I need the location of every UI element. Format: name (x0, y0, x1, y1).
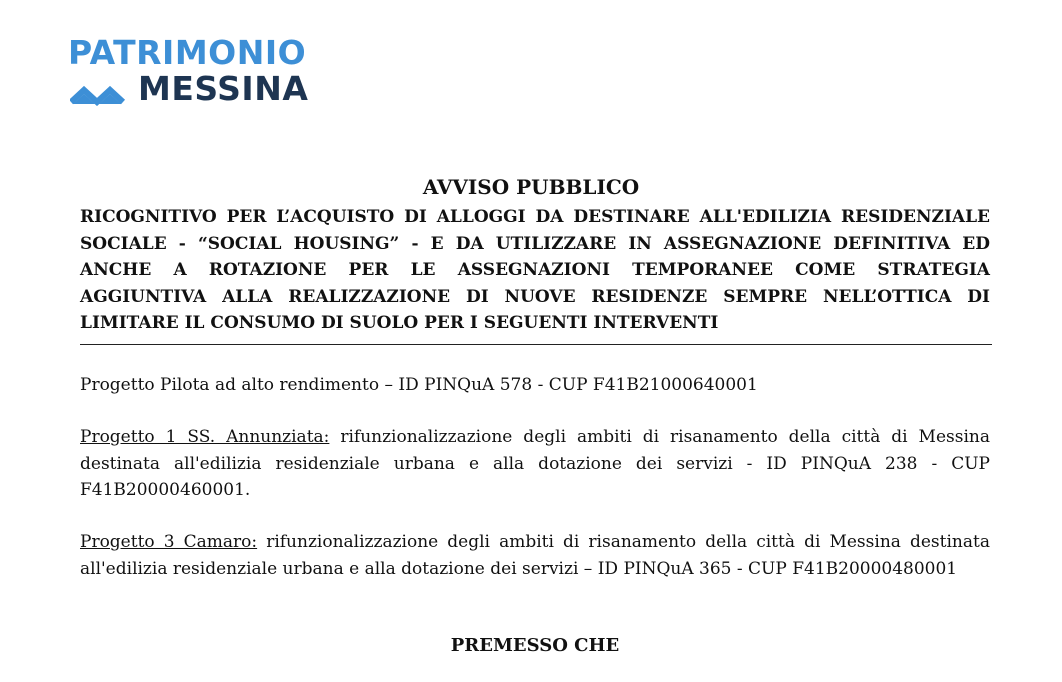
document-subtitle: RICOGNITIVO PER L’ACQUISTO DI ALLOGGI DA DESTINARE ALL'EDILIZIA RESIDENZIALE SOCIALE - “SOCIAL HOUSING” - E DA UTILIZZARE IN ASSEGNAZIONE DEFINITIVA ED ANCHE A ROTAZIONE PER LE ASSEGNAZIONI TEMPORANEE COME STRATEGIA AGGIUNTIVA ALLA REALIZZAZIONE DI NUOVE RESIDENZE SEMPRE NELL’OTTICA DI LIMITARE IL CONSUMO DI SUOLO PER I SEGUENTI INTERVENTI (80, 207, 990, 333)
logo-text-messina: MESSINA (138, 69, 309, 108)
paragraph-progetto-pilota (80, 372, 990, 399)
patrimonio-messina-logo (68, 34, 338, 114)
document-title: AVVISO PUBBLICO (422, 175, 640, 199)
paragraph-progetto-3 (80, 529, 990, 582)
paragraph-text: Progetto Pilota ad alto rendimento – ID PINQuA 578 - CUP F41B21000640001 (80, 375, 758, 395)
paragraph-text: rifunzionalizzazione degli ambiti di risanamento della città di Messina destinata all'edilizia residenziale urbana e alla dotazione dei servizi – ID PINQuA 365 - CUP F41B20000480001 (80, 532, 990, 579)
logo-text-patrimonio: PATRIMONIO (68, 33, 307, 72)
paragraph-heading: Progetto 1 SS. Annunziata: (80, 427, 330, 447)
horizontal-divider (80, 344, 992, 345)
house-roofs-icon (70, 76, 130, 106)
paragraph-progetto-1 (80, 424, 990, 504)
section-heading: PREMESSO CHE (450, 635, 620, 656)
paragraph-text: rifunzionalizzazione degli ambiti di risanamento della città di Messina destinata all'edilizia residenziale urbana e alla dotazione dei servizi - ID PINQuA 238 - CUP F41B20000460001. (80, 427, 990, 500)
paragraph-heading: Progetto 3 Camaro: (80, 532, 258, 552)
